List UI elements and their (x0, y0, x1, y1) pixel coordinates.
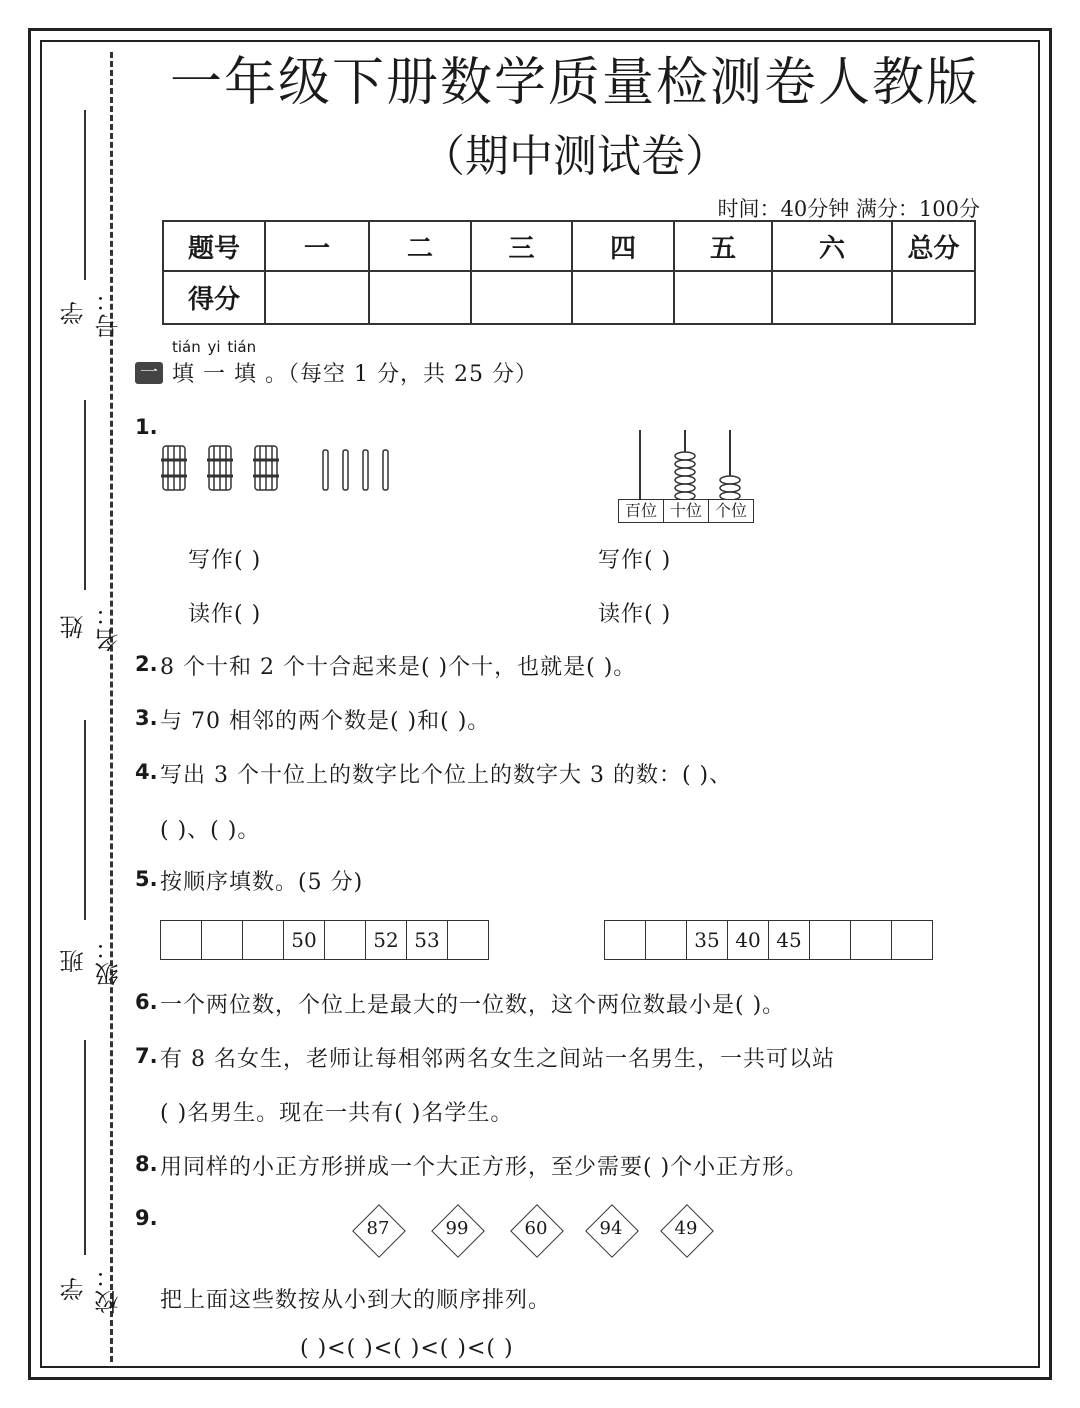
score-cell[interactable] (471, 271, 572, 324)
q1-read-left[interactable]: 读作( ) (188, 602, 262, 627)
score-header: 三 (471, 221, 572, 271)
place-label: 百位 (619, 500, 664, 522)
number-diamond (510, 1204, 562, 1256)
stick-bundles-illustration (155, 438, 405, 498)
score-cell[interactable] (892, 271, 975, 324)
school-label: 学校： (60, 1262, 123, 1314)
q1-read-right[interactable]: 读作( ) (598, 602, 672, 627)
bundle-icon (253, 446, 279, 490)
diamond-number: 49 (674, 1218, 698, 1239)
q2-text: 8 个十和 2 个十合起来是( )个十，也就是( )。 (160, 655, 637, 680)
sequence-cell[interactable] (448, 921, 488, 959)
diamond-number: 94 (599, 1218, 623, 1239)
page-title: 一年级下册数学质量检测卷人教版 (169, 53, 980, 113)
score-table (162, 220, 976, 325)
score-cell[interactable] (572, 271, 674, 324)
class-line (84, 720, 86, 920)
question-number: 5. (135, 867, 158, 891)
score-header: 六 (772, 221, 892, 271)
q9-answer-line[interactable]: ( )<( )<( )<( )<( ) (300, 1336, 514, 1361)
score-header: 四 (572, 221, 674, 271)
exam-meta: 时间：40分钟 满分：100分 (717, 197, 980, 221)
section-badge: 一 (135, 362, 163, 384)
sequence-cell: 40 (728, 921, 769, 959)
student-id-line (84, 110, 86, 280)
score-cell[interactable] (772, 271, 892, 324)
number-diamond (352, 1204, 404, 1256)
score-cell[interactable] (265, 271, 369, 324)
sequence-cell: 50 (284, 921, 325, 959)
sequence-cell[interactable] (605, 921, 646, 959)
q7-text: 有 8 名女生，老师让每相邻两名女生之间站一名男生，一共可以站 (160, 1047, 835, 1072)
question-number: 1. (135, 415, 158, 439)
diamond-number: 87 (366, 1218, 390, 1239)
sequence-cell[interactable] (892, 921, 932, 959)
question-number: 2. (135, 652, 158, 676)
sequence-cell[interactable] (325, 921, 366, 959)
q3-text: 与 70 相邻的两个数是( )和( )。 (160, 709, 491, 734)
section-title: 填 一 填 。（每空 1 分，共 25 分） (172, 362, 538, 387)
q9-text: 把上面这些数按从小到大的顺序排列。 (160, 1288, 552, 1313)
sequence-cell[interactable] (851, 921, 892, 959)
q1-write-left[interactable]: 写作( ) (188, 548, 262, 573)
abacus-place-labels (618, 499, 754, 523)
class-label: 班级： (60, 934, 123, 986)
section-pinyin: tián yi tián (172, 338, 257, 356)
score-header: 五 (674, 221, 772, 271)
score-cell[interactable] (674, 271, 772, 324)
sequence-cell[interactable] (202, 921, 243, 959)
number-sequence-1 (160, 920, 489, 960)
page-subtitle: （期中测试卷） (421, 131, 729, 182)
place-label: 十位 (664, 500, 709, 522)
q4-text-line2: ( )、( )。 (160, 818, 261, 843)
name-line (84, 400, 86, 590)
bundle-icon (161, 446, 187, 490)
place-label: 个位 (714, 501, 747, 520)
score-row-label: 得分 (163, 271, 265, 324)
sequence-cell[interactable] (243, 921, 284, 959)
question-number: 8. (135, 1152, 158, 1176)
sequence-cell[interactable] (161, 921, 202, 959)
score-header: 二 (369, 221, 471, 271)
student-id-label: 学号： (60, 286, 123, 338)
diamond-number: 99 (445, 1218, 469, 1239)
score-header: 题号 (163, 221, 265, 271)
q5-text: 按顺序填数。(5 分) (160, 870, 364, 895)
q6-text: 一个两位数，个位上是最大的一位数，这个两位数最小是( )。 (160, 993, 786, 1018)
sequence-cell[interactable] (646, 921, 687, 959)
sequence-cell: 45 (769, 921, 810, 959)
q7-text-line2: ( )名男生。现在一共有( )名学生。 (160, 1101, 514, 1126)
abacus-illustration (615, 428, 755, 500)
bundle-icon (207, 446, 233, 490)
sequence-cell: 52 (366, 921, 407, 959)
q1-write-right[interactable]: 写作( ) (598, 548, 672, 573)
number-diamond (660, 1204, 712, 1256)
question-number: 6. (135, 990, 158, 1014)
diamond-number: 60 (524, 1218, 548, 1239)
question-number: 9. (135, 1206, 158, 1230)
score-header: 总分 (892, 221, 975, 271)
binding-dashed-line (110, 52, 113, 1362)
school-line (84, 1040, 86, 1255)
score-header: 一 (265, 221, 369, 271)
score-cell[interactable] (369, 271, 471, 324)
sequence-cell: 53 (407, 921, 448, 959)
sequence-cell[interactable] (810, 921, 851, 959)
q8-text: 用同样的小正方形拼成一个大正方形，至少需要( )个小正方形。 (160, 1155, 809, 1180)
name-label: 姓名： (60, 600, 123, 652)
number-diamond (431, 1204, 483, 1256)
question-number: 7. (135, 1044, 158, 1068)
q4-text: 写出 3 个十位上的数字比个位上的数字大 3 的数：( )、 (160, 763, 733, 788)
sequence-cell: 35 (687, 921, 728, 959)
single-sticks-icon (323, 450, 388, 490)
question-number: 4. (135, 760, 158, 784)
number-diamond (585, 1204, 637, 1256)
number-sequence-2 (604, 920, 933, 960)
question-number: 3. (135, 706, 158, 730)
